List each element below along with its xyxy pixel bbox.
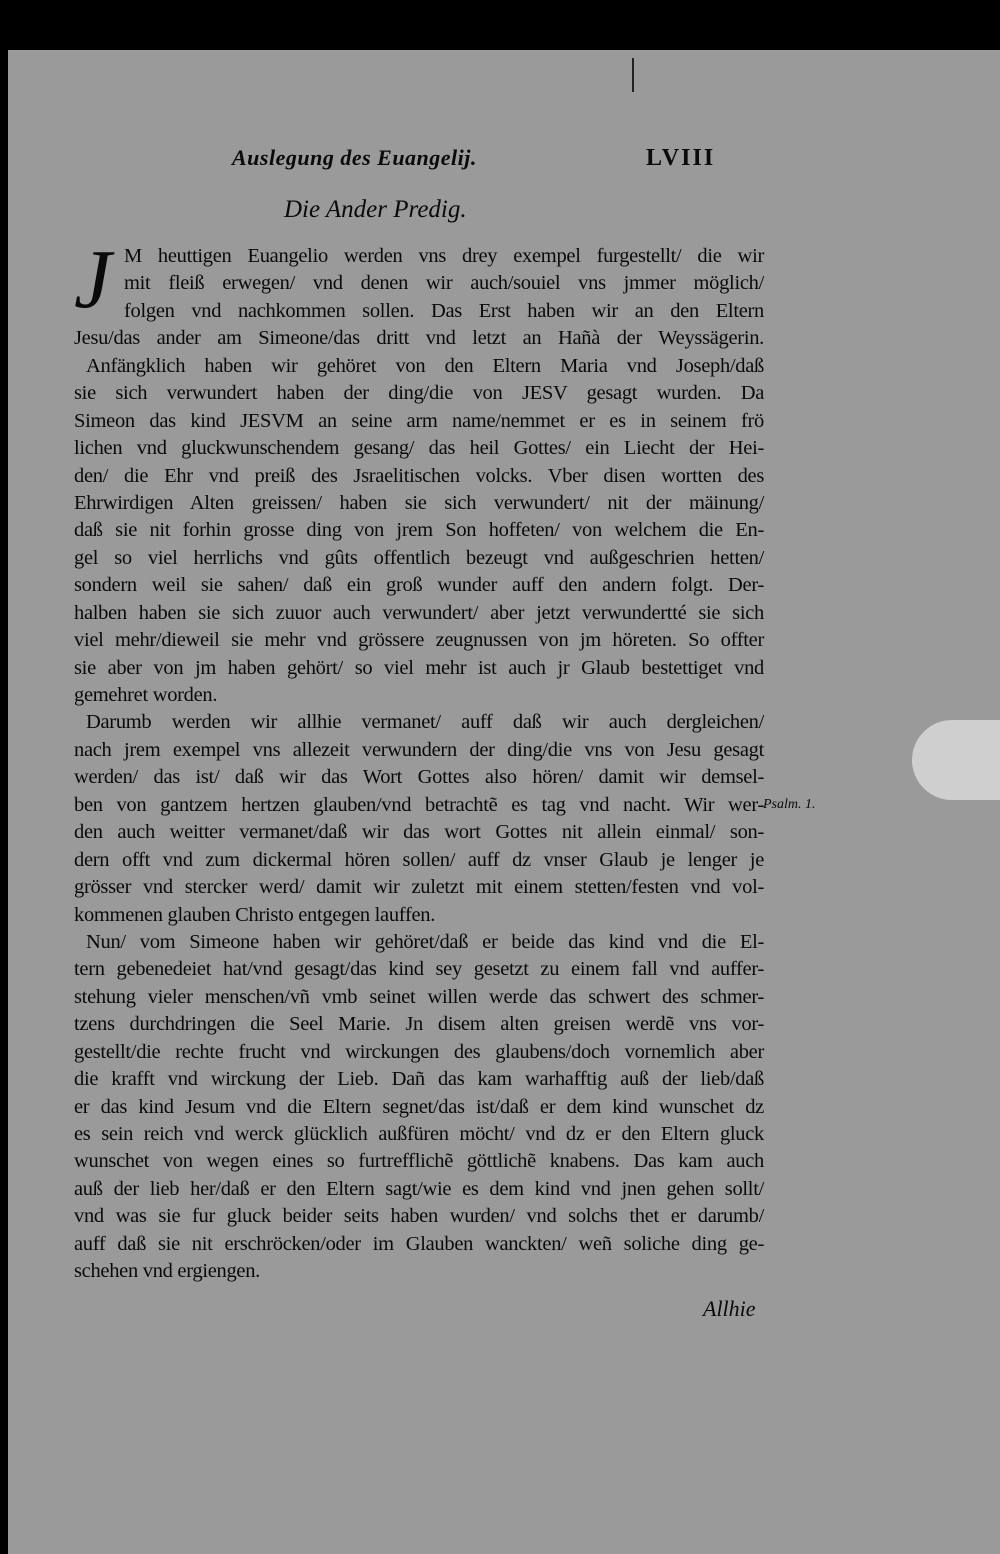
running-head: Auslegung des Euangelij. [232, 145, 477, 170]
thumb-shadow [912, 720, 1000, 800]
drop-cap: J [74, 233, 112, 326]
text-line: auß der lieb her/daß er den Eltern sagt/wie es dem kind vnd jnen gehen sollt/ [74, 1177, 764, 1200]
text-line: gestellt/die rechte frucht vnd wirckungen des glaubens/doch vornemlich aber [74, 1040, 764, 1063]
text-line: ben von gantzem hertzen glauben/vnd betrachtẽ es tag vnd nacht. Wir wer- [74, 793, 764, 816]
sermon-title: Die Ander Predig. [284, 196, 467, 223]
text-line: mit fleiß erwegen/ vnd denen wir auch/souiel vns jmmer möglich/ [124, 272, 764, 295]
text-line: den auch weitter vermanet/daß wir das wort Gottes nit allein einmal/ son- [74, 821, 764, 844]
text-line: Nun/ vom Simeone haben wir gehöret/daß er beide das kind vnd die El- [86, 930, 764, 953]
text-line: stehung vieler menschen/vñ vmb seinet willen werde das schwert des schmer- [74, 985, 764, 1008]
text-line: es sein reich vnd werck glücklich außfüren möcht/ vnd dz er den Eltern gluck [74, 1123, 764, 1145]
text-line: die krafft vnd wirckung der Lieb. Dañ das kam warhafftig auß der lieb/daß [74, 1068, 764, 1091]
text-line: grösser vnd stercker werd/ damit wir zuletzt mit einem stetten/festen vnd vol- [74, 876, 764, 899]
text-line: nach jrem exempel vns allezeit verwundern der ding/die vns von Jesu gesagt [74, 738, 764, 761]
text-line: sie sich verwundert haben der ding/die von JESV gesagt wurden. Da [74, 382, 764, 405]
text-line: vnd was sie fur gluck beider seits haben wurden/ vnd solchs thet er darumb/ [74, 1205, 764, 1228]
body-text [74, 243, 764, 1286]
text-line: sie aber von jm haben gehört/ so viel mehr ist auch jr Glaub bestettiget vnd [74, 656, 764, 679]
text-line: sondern weil sie sahen/ daß ein groß wunder auff den andern folgt. Der- [74, 574, 764, 597]
text-line: Simeon das kind JESVM an seine arm name/nemmet er es in seinem frö [74, 409, 764, 432]
margin-note: Psalm. 1. [763, 797, 816, 812]
text-line: wunschet von wegen eines so furtrefflichẽ göttlichẽ knabens. Das kam auch [74, 1150, 764, 1173]
text-line: werden/ das ist/ daß wir das Wort Gottes also hören/ damit wir demsel- [74, 766, 764, 789]
text-line: folgen vnd nachkommen sollen. Das Erst haben wir an den Eltern [124, 299, 764, 322]
dust-mark [632, 58, 634, 92]
text-line: Ehrwirdigen Alten greissen/ haben sie sich verwundert/ nit der mäinung/ [74, 491, 764, 514]
text-line: schehen vnd ergiengen. [74, 1260, 260, 1283]
text-line: gel so viel herrlichs vnd gûts offentlich bezeugt vnd außgeschrien hetten/ [74, 546, 764, 569]
text-line: Darumb werden wir allhie vermanet/ auff daß wir auch dergleichen/ [86, 711, 764, 734]
text-line: tzens durchdringen die Seel Marie. Jn disem alten greisen werdẽ vns vor- [74, 1013, 764, 1036]
text-line: den/ die Ehr vnd preiß des Jsraelitischen volcks. Vber disen wortten des [74, 464, 764, 487]
text-line: Anfängklich haben wir gehöret von den Eltern Maria vnd Joseph/daß [86, 354, 764, 377]
page-edge-mark [0, 0, 8, 48]
text-line: daß sie nit forhin grosse ding von jrem Son hoffeten/ von welchem die En- [74, 519, 764, 542]
text-line: dern offt vnd zum dickermal hören sollen/ auff dz vnser Glaub je lenger je [74, 848, 764, 871]
text-line: halben haben sie sich zuuor auch verwundert/ aber jetzt verwundertté sie sich [74, 601, 764, 624]
text-line: gemehret worden. [74, 684, 218, 706]
text-line: er das kind Jesum vnd die Eltern segnet/das ist/daß er dem kind wunschet dz [74, 1095, 764, 1118]
text-line: tern gebenedeiet hat/vnd gesagt/das kind sey gesetzt zu einem fall vnd auffer- [74, 958, 764, 981]
text-line: Jesu/das ander am Simeone/das dritt vnd letzt an Hañà der Weyssägerin. [74, 327, 764, 350]
text-line: kommenen glauben Christo entgegen lauffen. [74, 903, 436, 926]
folio-number: LVIII [646, 145, 716, 171]
text-line: M heuttigen Euangelio werden vns drey exempel furgestellt/ die wir [124, 245, 764, 267]
catchword: Allhie [703, 1296, 756, 1321]
text-line: viel mehr/dieweil sie mehr vnd grössere zeugnussen von jm höreten. So offter [74, 629, 764, 652]
text-line: auff daß sie nit erschröcken/oder im Glauben wanckten/ weñ soliche ding ge- [74, 1232, 764, 1255]
text-line: lichen vnd gluckwunschendem gesang/ das heil Gottes/ ein Liecht der Hei- [74, 437, 764, 460]
